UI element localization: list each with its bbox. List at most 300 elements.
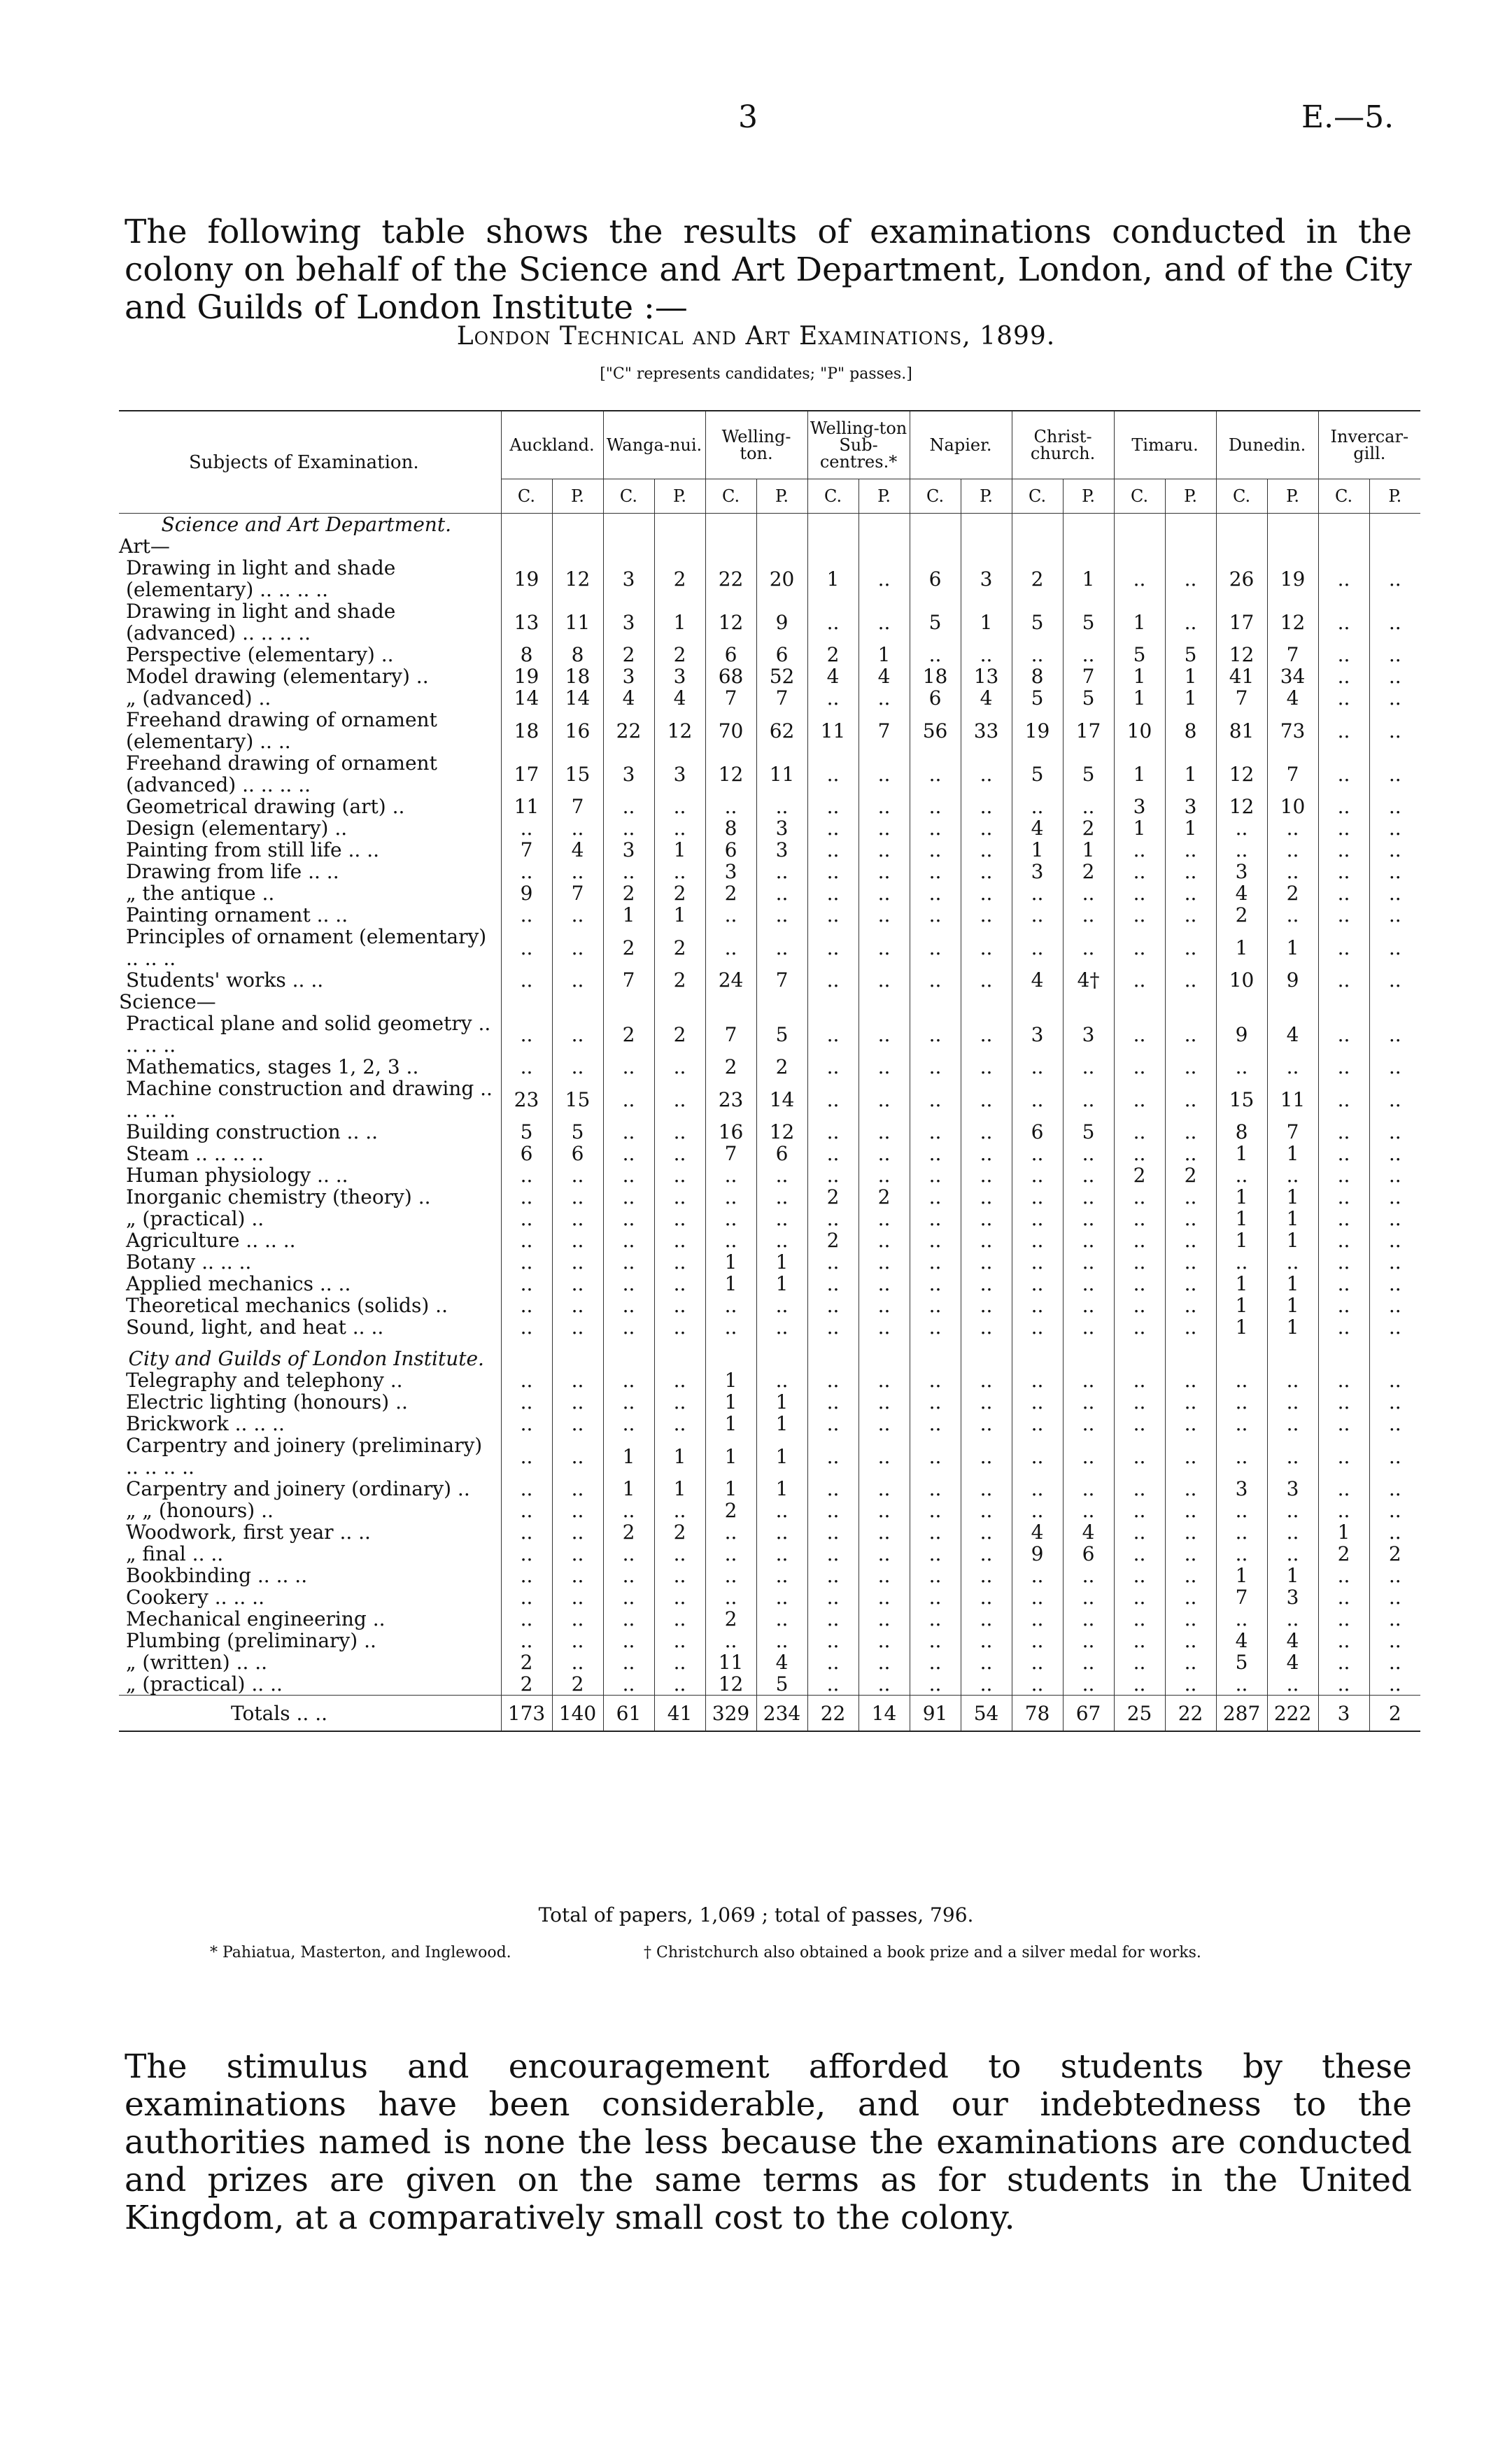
subject-cell: „ (written) .. .. (126, 1651, 268, 1674)
value-cell: .. (1012, 1651, 1063, 1673)
value-cell: 1 (961, 600, 1012, 644)
value-cell (756, 991, 807, 1013)
value-cell: .. (1114, 1500, 1165, 1521)
value-cell (756, 1348, 807, 1369)
value-cell: 8 (705, 817, 756, 839)
value-cell: .. (1267, 1543, 1318, 1565)
totals-row (119, 1696, 1420, 1732)
value-cell (603, 535, 654, 557)
value-cell: 4 (1267, 1630, 1318, 1651)
value-cell: .. (1012, 1673, 1063, 1696)
value-cell: .. (552, 1543, 603, 1565)
value-cell: 4 (859, 665, 910, 687)
value-cell: 1 (705, 1413, 756, 1435)
value-cell: .. (1012, 1413, 1063, 1435)
value-cell: .. (910, 1273, 961, 1295)
value-cell: .. (756, 1208, 807, 1229)
value-cell: .. (859, 1543, 910, 1565)
value-cell: 1 (1267, 1273, 1318, 1295)
table-row (119, 687, 1420, 709)
value-cell: 56 (910, 709, 961, 752)
candidates-header: C. (705, 479, 756, 514)
value-cell: 12 (705, 752, 756, 796)
value-cell (1318, 535, 1369, 557)
value-cell: 3 (1165, 796, 1216, 817)
value-cell: .. (859, 1673, 910, 1696)
value-cell: .. (910, 1630, 961, 1651)
table-row (119, 1295, 1420, 1316)
value-cell (1267, 1338, 1318, 1348)
value-cell: 7 (552, 796, 603, 817)
passes-header: P. (961, 479, 1012, 514)
value-cell: .. (1012, 1630, 1063, 1651)
value-cell: 1 (1165, 752, 1216, 796)
value-cell (1318, 514, 1369, 536)
value-cell: .. (1114, 882, 1165, 904)
value-cell: .. (1114, 1056, 1165, 1078)
value-cell: .. (961, 904, 1012, 926)
value-cell: .. (501, 817, 552, 839)
value-cell: .. (552, 1369, 603, 1391)
value-cell: 1 (1216, 1208, 1267, 1229)
value-cell: 7 (1216, 1586, 1267, 1608)
table-row (119, 600, 1420, 644)
subject-cell: Mechanical engineering .. (126, 1607, 386, 1630)
value-cell (603, 514, 654, 536)
value-cell: 1 (1216, 1229, 1267, 1251)
value-cell: 3 (1114, 796, 1165, 817)
value-cell: .. (1114, 1121, 1165, 1143)
value-cell: .. (756, 1630, 807, 1651)
subject-cell: Machine construction and drawing .. .. .. .. (126, 1077, 493, 1122)
value-cell: 3 (603, 752, 654, 796)
value-cell: .. (1063, 1251, 1114, 1273)
value-cell: .. (705, 1543, 756, 1565)
value-cell: .. (1369, 709, 1420, 752)
value-cell: .. (1165, 1369, 1216, 1391)
value-cell: .. (1369, 1143, 1420, 1164)
value-cell: 26 (1216, 557, 1267, 600)
value-cell: 2 (1267, 882, 1318, 904)
value-cell (552, 535, 603, 557)
value-cell: .. (961, 1435, 1012, 1478)
value-cell (552, 1348, 603, 1369)
value-cell: .. (1369, 644, 1420, 665)
value-cell: .. (654, 1673, 705, 1696)
value-cell: 41 (654, 1696, 705, 1732)
value-cell: .. (859, 1500, 910, 1521)
value-cell: .. (961, 926, 1012, 969)
value-cell (910, 1338, 961, 1348)
value-cell: 3 (1267, 1586, 1318, 1608)
value-cell: .. (859, 1208, 910, 1229)
value-cell (961, 514, 1012, 536)
value-cell (1165, 1338, 1216, 1348)
value-cell: .. (603, 1543, 654, 1565)
value-cell: .. (654, 1565, 705, 1586)
table-row (119, 1186, 1420, 1208)
passes-header: P. (1165, 479, 1216, 514)
value-cell: .. (654, 1273, 705, 1295)
value-cell: .. (1063, 1651, 1114, 1673)
value-cell: .. (756, 1186, 807, 1208)
value-cell: 12 (654, 709, 705, 752)
value-cell: .. (807, 1478, 859, 1500)
value-cell: .. (756, 926, 807, 969)
value-cell (859, 535, 910, 557)
value-cell: .. (552, 1608, 603, 1630)
value-cell: 7 (756, 969, 807, 991)
value-cell: 25 (1114, 1696, 1165, 1732)
value-cell: 6 (1063, 1543, 1114, 1565)
value-cell: 22 (705, 557, 756, 600)
value-cell: .. (1318, 665, 1369, 687)
value-cell: 2 (1318, 1543, 1369, 1565)
value-cell: 4 (1267, 687, 1318, 709)
subject-cell: Steam .. .. .. .. (126, 1142, 264, 1165)
value-cell: 3 (705, 861, 756, 882)
value-cell: 5 (501, 1121, 552, 1143)
value-cell: 5 (1216, 1651, 1267, 1673)
value-cell: .. (501, 1251, 552, 1273)
value-cell: .. (501, 1056, 552, 1078)
value-cell: .. (1369, 1413, 1420, 1435)
value-cell: 14 (756, 1078, 807, 1121)
value-cell: .. (1114, 1229, 1165, 1251)
value-cell: 81 (1216, 709, 1267, 752)
subject-cell: Drawing in light and shade (elementary) .. .. .. .. (126, 556, 396, 601)
value-cell: 62 (756, 709, 807, 752)
value-cell: 1 (705, 1273, 756, 1295)
table-row (119, 817, 1420, 839)
value-cell: .. (910, 904, 961, 926)
value-cell: .. (961, 1521, 1012, 1543)
value-cell: .. (501, 926, 552, 969)
candidates-header: C. (603, 479, 654, 514)
value-cell: 4 (1216, 1630, 1267, 1651)
value-cell: .. (501, 861, 552, 882)
value-cell: .. (859, 1143, 910, 1164)
subject-cell: „ (advanced) .. (126, 686, 271, 710)
value-cell: 3 (961, 557, 1012, 600)
value-cell: 6 (910, 557, 961, 600)
value-cell: 3 (1216, 1478, 1267, 1500)
value-cell: .. (1165, 1251, 1216, 1273)
value-cell: .. (1216, 1673, 1267, 1696)
value-cell: 11 (501, 796, 552, 817)
value-cell: .. (1165, 969, 1216, 991)
value-cell: .. (1063, 926, 1114, 969)
value-cell (961, 1348, 1012, 1369)
value-cell (1114, 1338, 1165, 1348)
value-cell (1114, 1348, 1165, 1369)
value-cell: 1 (1012, 839, 1063, 861)
value-cell: 1 (1267, 1565, 1318, 1586)
value-cell: .. (1063, 1186, 1114, 1208)
value-cell: .. (654, 1543, 705, 1565)
value-cell: 3 (603, 557, 654, 600)
value-cell (807, 535, 859, 557)
value-cell: 1 (1165, 817, 1216, 839)
value-cell: .. (1012, 644, 1063, 665)
value-cell: .. (756, 1608, 807, 1630)
value-cell: .. (1114, 1186, 1165, 1208)
value-cell: 2 (603, 882, 654, 904)
footnote-dagger: † Christchurch also obtained a book prize and a silver medal for works. (644, 1944, 1201, 1961)
value-cell: .. (1216, 839, 1267, 861)
value-cell: .. (1216, 1164, 1267, 1186)
value-cell: .. (910, 1543, 961, 1565)
table-row (119, 882, 1420, 904)
value-cell: .. (1114, 1316, 1165, 1338)
value-cell: 22 (1165, 1696, 1216, 1732)
value-cell: 11 (1267, 1078, 1318, 1121)
value-cell: .. (1216, 1543, 1267, 1565)
value-cell: 4 (1012, 969, 1063, 991)
value-cell: .. (1369, 1521, 1420, 1543)
passes-header: P. (1369, 479, 1420, 514)
value-cell: .. (1216, 1369, 1267, 1391)
value-cell: .. (807, 1413, 859, 1435)
value-cell: .. (1318, 1056, 1369, 1078)
value-cell: .. (910, 1078, 961, 1121)
value-cell: .. (1063, 1229, 1114, 1251)
value-cell: .. (1267, 1369, 1318, 1391)
subject-cell: „ final .. .. (126, 1542, 224, 1565)
value-cell: .. (961, 1500, 1012, 1521)
value-cell: .. (1369, 839, 1420, 861)
value-cell: 6 (756, 644, 807, 665)
value-cell: 6 (1012, 1121, 1063, 1143)
table-subtitle: ["C" represents candidates; "P" passes.] (600, 365, 912, 383)
value-cell: .. (1165, 1273, 1216, 1295)
value-cell: 9 (756, 600, 807, 644)
value-cell: 2 (654, 882, 705, 904)
value-cell: .. (1012, 1478, 1063, 1500)
value-cell: .. (859, 1013, 910, 1056)
value-cell: .. (501, 1391, 552, 1413)
value-cell: .. (654, 1316, 705, 1338)
value-cell: .. (705, 926, 756, 969)
value-cell: .. (807, 969, 859, 991)
value-cell: .. (910, 1586, 961, 1608)
value-cell: .. (807, 1586, 859, 1608)
value-cell: .. (1012, 1273, 1063, 1295)
value-cell: .. (859, 1295, 910, 1316)
value-cell: .. (756, 1316, 807, 1338)
value-cell: 73 (1267, 709, 1318, 752)
value-cell: 2 (1063, 861, 1114, 882)
value-cell: 10 (1114, 709, 1165, 752)
value-cell: .. (1165, 600, 1216, 644)
value-cell: .. (705, 1295, 756, 1316)
value-cell: .. (961, 1273, 1012, 1295)
footnote-star: * Pahiatua, Masterton, and Inglewood. (210, 1944, 511, 1961)
value-cell: 2 (756, 1056, 807, 1078)
value-cell (1369, 991, 1420, 1013)
value-cell: .. (1012, 796, 1063, 817)
value-cell: 67 (1063, 1696, 1114, 1732)
value-cell: .. (1369, 1164, 1420, 1186)
value-cell: .. (501, 904, 552, 926)
value-cell: .. (859, 861, 910, 882)
subject-cell: Students' works .. .. (126, 968, 324, 992)
value-cell: 2 (807, 1186, 859, 1208)
value-cell (1318, 1348, 1369, 1369)
value-cell: .. (1114, 1273, 1165, 1295)
value-cell: .. (859, 1229, 910, 1251)
value-cell: 91 (910, 1696, 961, 1732)
value-cell (654, 1348, 705, 1369)
value-cell: .. (1114, 1413, 1165, 1435)
table-row (119, 709, 1420, 752)
value-cell: 1 (1267, 1316, 1318, 1338)
value-cell: .. (859, 882, 910, 904)
value-cell: .. (1318, 861, 1369, 882)
value-cell: .. (756, 1164, 807, 1186)
value-cell: .. (1369, 882, 1420, 904)
value-cell: .. (705, 1208, 756, 1229)
value-cell: .. (859, 1251, 910, 1273)
value-cell: 1 (756, 1435, 807, 1478)
value-cell: 12 (1267, 600, 1318, 644)
value-cell: 1 (1114, 687, 1165, 709)
value-cell: .. (705, 904, 756, 926)
value-cell: 7 (756, 687, 807, 709)
value-cell: .. (1114, 839, 1165, 861)
value-cell: .. (807, 1500, 859, 1521)
value-cell: .. (1114, 969, 1165, 991)
value-cell: 5 (756, 1013, 807, 1056)
value-cell: 7 (1267, 644, 1318, 665)
value-cell: .. (1012, 1056, 1063, 1078)
value-cell: 234 (756, 1696, 807, 1732)
value-cell: .. (1165, 1229, 1216, 1251)
value-cell: .. (961, 1478, 1012, 1500)
subject-cell: Brickwork .. .. .. (126, 1412, 285, 1435)
table-row (119, 1543, 1420, 1565)
value-cell (1369, 535, 1420, 557)
value-cell: .. (603, 1565, 654, 1586)
value-cell: .. (552, 1586, 603, 1608)
value-cell: 2 (654, 926, 705, 969)
value-cell: 2 (1063, 817, 1114, 839)
subject-cell: Telegraphy and telephony .. (126, 1369, 403, 1392)
value-cell (705, 535, 756, 557)
value-cell: 3 (1216, 861, 1267, 882)
value-cell: .. (705, 1229, 756, 1251)
value-cell: .. (1318, 1630, 1369, 1651)
value-cell: .. (603, 1295, 654, 1316)
value-cell: .. (859, 1164, 910, 1186)
table-row (119, 839, 1420, 861)
value-cell (1216, 991, 1267, 1013)
value-cell: 61 (603, 1696, 654, 1732)
value-cell: 5 (1012, 600, 1063, 644)
value-cell: .. (603, 1229, 654, 1251)
value-cell: .. (1114, 1391, 1165, 1413)
table-row (119, 1673, 1420, 1696)
value-cell: 1 (756, 1391, 807, 1413)
value-cell: 4 (756, 1651, 807, 1673)
value-cell: .. (1063, 1143, 1114, 1164)
value-cell: 2 (603, 644, 654, 665)
value-cell: .. (552, 1013, 603, 1056)
value-cell: .. (807, 1391, 859, 1413)
value-cell: .. (603, 1251, 654, 1273)
value-cell: .. (859, 1435, 910, 1478)
subject-cell: Art— (119, 535, 170, 558)
value-cell: .. (859, 1273, 910, 1295)
value-cell: 19 (1012, 709, 1063, 752)
value-cell: 2 (705, 882, 756, 904)
subject-cell: Bookbinding .. .. .. (126, 1564, 308, 1587)
value-cell (807, 1338, 859, 1348)
value-cell: .. (756, 861, 807, 882)
value-cell (1063, 1348, 1114, 1369)
value-cell: 1 (1114, 817, 1165, 839)
value-cell (1114, 991, 1165, 1013)
value-cell: 9 (1267, 969, 1318, 991)
value-cell: .. (654, 1251, 705, 1273)
value-cell: .. (654, 1608, 705, 1630)
value-cell: .. (501, 1208, 552, 1229)
value-cell: .. (654, 796, 705, 817)
value-cell: .. (654, 1078, 705, 1121)
value-cell: .. (1216, 1391, 1267, 1413)
value-cell: 19 (1267, 557, 1318, 600)
value-cell: 7 (1267, 752, 1318, 796)
value-cell: .. (1012, 1369, 1063, 1391)
value-cell: .. (807, 1435, 859, 1478)
value-cell: 7 (1267, 1121, 1318, 1143)
value-cell: .. (1063, 1630, 1114, 1651)
value-cell: .. (552, 1435, 603, 1478)
value-cell: .. (1369, 904, 1420, 926)
value-cell: .. (1369, 1121, 1420, 1143)
value-cell: .. (1165, 861, 1216, 882)
value-cell: .. (859, 1521, 910, 1543)
value-cell: .. (1012, 1229, 1063, 1251)
value-cell: 1 (654, 839, 705, 861)
value-cell: .. (1012, 1208, 1063, 1229)
value-cell: .. (910, 1186, 961, 1208)
value-cell: .. (501, 1435, 552, 1478)
value-cell: .. (1369, 600, 1420, 644)
candidates-header: C. (501, 479, 552, 514)
value-cell: .. (1165, 882, 1216, 904)
value-cell (910, 535, 961, 557)
value-cell: 3 (1318, 1696, 1369, 1732)
value-cell: .. (654, 817, 705, 839)
value-cell: .. (1267, 1251, 1318, 1273)
value-cell: .. (705, 1630, 756, 1651)
subject-cell: Sound, light, and heat .. .. (126, 1316, 384, 1339)
value-cell: .. (654, 1229, 705, 1251)
value-cell: .. (501, 1586, 552, 1608)
centre-header: Auckland. (501, 411, 603, 479)
value-cell: .. (910, 1208, 961, 1229)
value-cell: 4† (1063, 969, 1114, 991)
value-cell: .. (1318, 600, 1369, 644)
value-cell: .. (1063, 1500, 1114, 1521)
value-cell: .. (501, 1478, 552, 1500)
value-cell: 1 (1216, 1316, 1267, 1338)
value-cell: 23 (705, 1078, 756, 1121)
value-cell: .. (654, 1164, 705, 1186)
value-cell: 1 (1216, 1565, 1267, 1586)
value-cell: .. (756, 1369, 807, 1391)
